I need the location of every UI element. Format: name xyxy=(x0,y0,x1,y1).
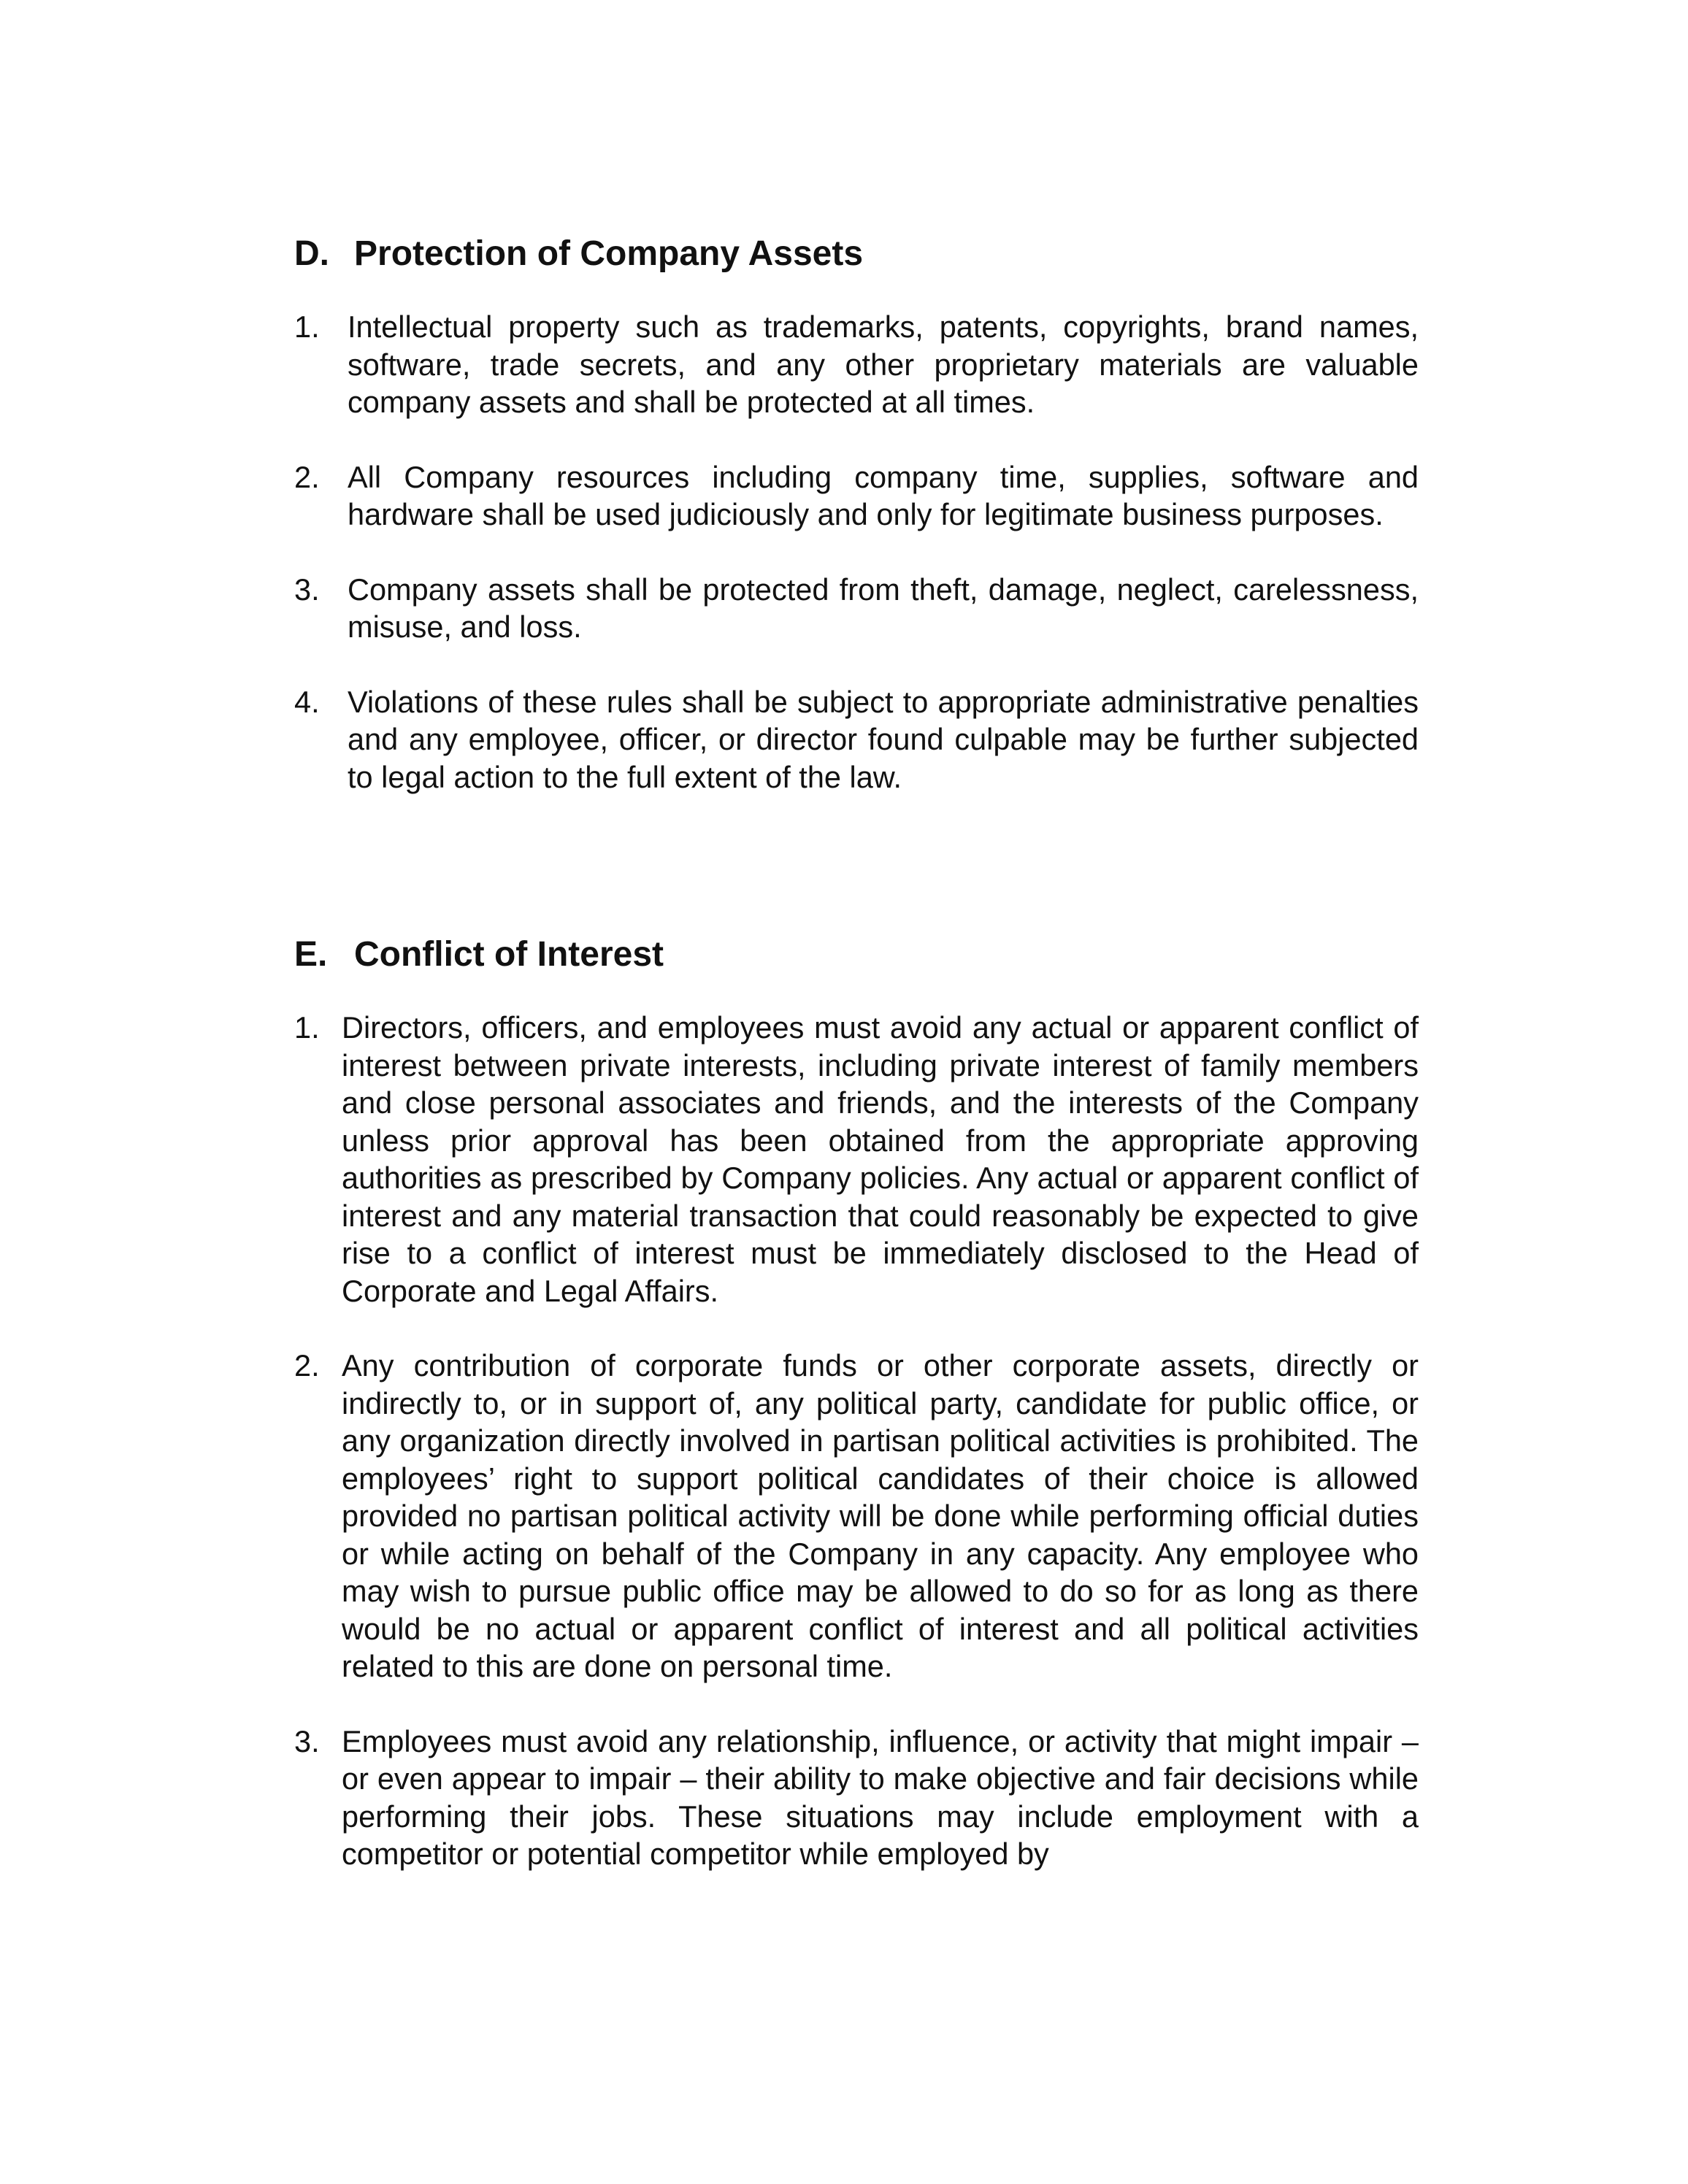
item-text: All Company resources including company time, supplies, software and hardware shall be used judiciously and only for legitimate business purposes. xyxy=(348,459,1419,531)
section-list xyxy=(294,1009,1419,1873)
item-text: Directors, officers, and employees must avoid any actual or apparent conflict of interest between private interests, including private interest of family members and close personal associates and friends, and the interests of the Company unless prior approval has been obtained from the appropriate approving authorities as prescribed by Company policies. Any actual or apparent conflict of interest and any material transaction that could reasonably be expected to give rise to a conflict of interest must be immediately disclosed to the Head of Corporate and Legal Affairs. xyxy=(342,1010,1419,1308)
item-text: Employees must avoid any relationship, influence, or activity that might impair – or even appear to impair – their ability to make objective and fair decisions while performing their jobs. These situations may include employment with a competitor or potential competitor while employed by xyxy=(342,1723,1419,1871)
item-text: Any contribution of corporate funds or other corporate assets, directly or indirectly to, or in support of, any political party, candidate for public office, or any organization directly involved in partisan political activities is prohibited. The employees’ right to support political candidates of their choice is allowed provided no partisan political activity will be done while performing official duties or while acting on behalf of the Company in any capacity. Any employee who may wish to pursue public office may be allowed to do so for as long as there would be no actual or apparent conflict of interest and all political activities related to this are done on personal time. xyxy=(342,1348,1419,1683)
item-number: 3. xyxy=(294,572,320,607)
list-item xyxy=(294,1723,1419,1873)
section-letter: E. xyxy=(294,935,328,974)
list-item xyxy=(294,1347,1419,1685)
item-number: 2. xyxy=(294,459,320,494)
section-protection-of-company-assets xyxy=(294,232,1419,796)
list-item xyxy=(294,1009,1419,1310)
list-item xyxy=(294,571,1419,646)
item-number: 4. xyxy=(294,684,320,719)
section-list xyxy=(294,308,1419,796)
section-heading xyxy=(294,232,1419,276)
item-text: Intellectual property such as trademarks, patents, copyrights, brand names, software, trade secrets, and any other proprietary materials are valuable company assets and shall be protected at all times. xyxy=(348,309,1419,419)
list-item xyxy=(294,683,1419,796)
section-heading xyxy=(294,933,1419,977)
list-item xyxy=(294,458,1419,534)
item-text: Company assets shall be protected from theft, damage, neglect, carelessness, misuse, and loss. xyxy=(348,572,1419,644)
section-conflict-of-interest xyxy=(294,933,1419,1873)
item-number: 2. xyxy=(294,1348,320,1383)
section-letter: D. xyxy=(294,234,329,273)
item-number: 3. xyxy=(294,1723,320,1758)
item-text: Violations of these rules shall be subject to appropriate administrative penalties and any employee, officer, or director found culpable may be further subjected to legal action to the full extent of the law. xyxy=(348,684,1419,794)
item-number: 1. xyxy=(294,1010,320,1045)
section-title: Protection of Company Assets xyxy=(354,234,864,273)
list-item xyxy=(294,308,1419,421)
section-title: Conflict of Interest xyxy=(354,935,664,974)
item-number: 1. xyxy=(294,309,320,344)
